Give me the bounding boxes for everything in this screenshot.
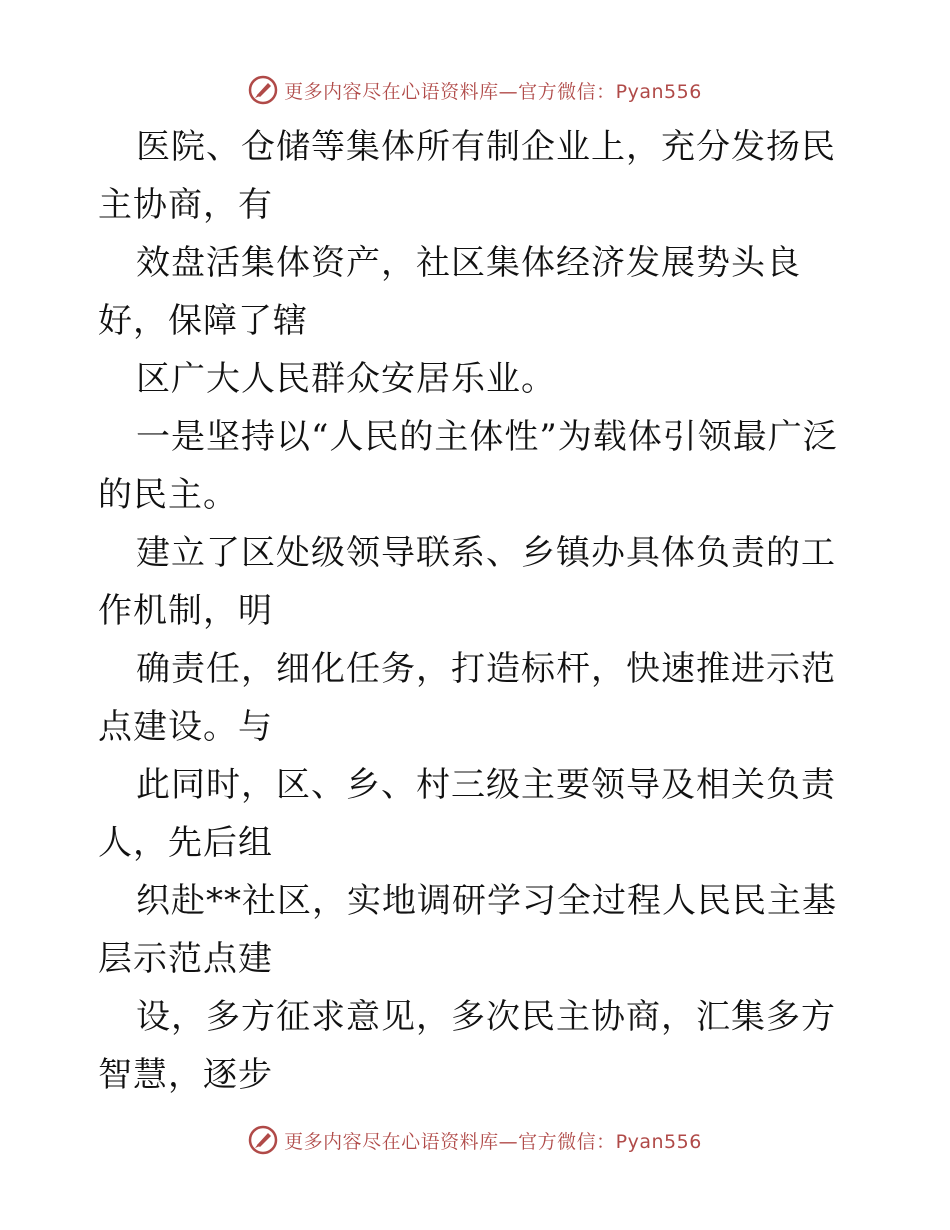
paragraph: 一是坚持以“人民的主体性”为载体引领最广泛的民主。 <box>98 417 838 515</box>
paragraph: 建立了区处级领导联系、乡镇办具体负责的工作机制，明 <box>98 533 836 631</box>
footer-watermark-banner <box>0 1120 950 1160</box>
banner-text: 更多内容尽在心语资料库—官方微信：Pyan556 <box>284 80 702 103</box>
paragraph: 确责任，细化任务，打造标杆，快速推进示范点建设。与 <box>98 649 836 747</box>
paragraph: 区广大人民群众安居乐业。 <box>136 359 556 399</box>
paragraph: 此同时，区、乡、村三级主要领导及相关负责人，先后组 <box>98 765 836 863</box>
logo-icon <box>248 1125 278 1155</box>
document-body <box>98 118 858 1104</box>
paragraph: 设，多方征求意见，多次民主协商，汇集多方智慧，逐步 <box>98 997 836 1095</box>
logo-icon <box>248 75 278 105</box>
paragraph: 效盘活集体资产，社区集体经济发展势头良好，保障了辖 <box>98 243 801 341</box>
header-watermark-banner <box>0 70 950 110</box>
paragraph: 医院、仓储等集体所有制企业上，充分发扬民主协商，有 <box>98 127 836 225</box>
banner-text: 更多内容尽在心语资料库—官方微信：Pyan556 <box>284 1130 702 1153</box>
paragraph: 织赴**社区，实地调研学习全过程人民民主基层示范点建 <box>98 881 837 979</box>
